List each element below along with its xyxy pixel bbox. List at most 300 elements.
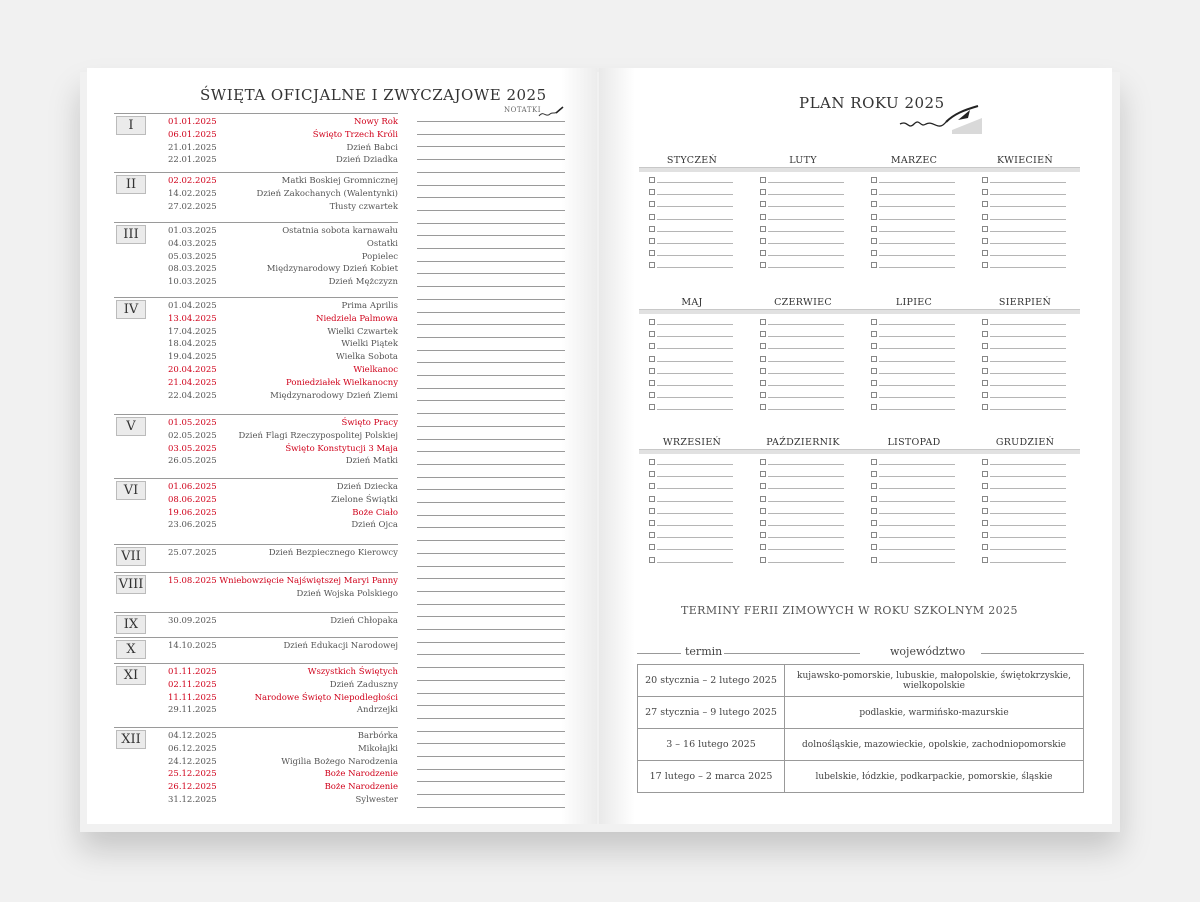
note-line[interactable] xyxy=(417,502,565,503)
task-line xyxy=(768,373,844,374)
holiday-row xyxy=(168,547,398,559)
holiday-name: Narodowe Święto Niepodległości xyxy=(254,692,398,703)
note-line[interactable] xyxy=(417,477,565,478)
task-checkbox[interactable] xyxy=(760,532,766,538)
note-line[interactable] xyxy=(417,464,565,465)
task-checkbox[interactable] xyxy=(871,331,877,337)
break-voivodeships: podlaskie, warmińsko-mazurskie xyxy=(785,697,1084,729)
task-checkbox[interactable] xyxy=(982,508,988,514)
task-line xyxy=(657,324,733,325)
task-line xyxy=(879,537,955,538)
task-checkbox[interactable] xyxy=(649,177,655,183)
note-line[interactable] xyxy=(417,705,565,706)
holiday-date: 21.01.2025 xyxy=(168,142,217,153)
holiday-name: Wigilia Bożego Narodzenia xyxy=(281,756,398,767)
note-line[interactable] xyxy=(417,235,565,236)
holiday-date: 22.04.2025 xyxy=(168,390,217,401)
task-checkbox[interactable] xyxy=(982,459,988,465)
note-line[interactable] xyxy=(417,388,565,389)
winter-break-title: TERMINY FERII ZIMOWYCH W ROKU SZKOLNYM 2025 xyxy=(681,604,1018,617)
holiday-date: 17.04.2025 xyxy=(168,326,217,337)
note-line[interactable] xyxy=(417,718,565,719)
task-line xyxy=(657,476,733,477)
task-line xyxy=(990,501,1066,502)
task-line xyxy=(768,324,844,325)
task-checkbox[interactable] xyxy=(649,356,655,362)
task-checkbox[interactable] xyxy=(649,459,655,465)
note-line[interactable] xyxy=(417,591,565,592)
note-line[interactable] xyxy=(417,604,565,605)
header-rule xyxy=(724,653,860,654)
note-line[interactable] xyxy=(417,134,565,135)
task-checkbox[interactable] xyxy=(760,177,766,183)
plan-month-header: KWIECIEŃ xyxy=(997,155,1053,166)
note-line[interactable] xyxy=(417,159,565,160)
month-roman-numeral: XI xyxy=(116,666,146,685)
task-line xyxy=(768,348,844,349)
task-line xyxy=(879,476,955,477)
plan-month-header: SIERPIEŃ xyxy=(998,297,1052,308)
task-checkbox[interactable] xyxy=(982,471,988,477)
holiday-name: Dzień Wojska Polskiego xyxy=(296,588,398,599)
note-line[interactable] xyxy=(417,273,565,274)
note-line[interactable] xyxy=(417,667,565,668)
task-line xyxy=(990,562,1066,563)
task-line xyxy=(768,397,844,398)
task-checkbox[interactable] xyxy=(871,471,877,477)
holiday-name: Andrzejki xyxy=(356,705,398,716)
holiday-row xyxy=(168,494,398,506)
note-line[interactable] xyxy=(417,566,565,567)
plan-month-header: MARZEC xyxy=(890,155,938,166)
note-line[interactable] xyxy=(417,121,565,122)
holiday-row xyxy=(168,142,398,154)
task-checkbox[interactable] xyxy=(760,238,766,244)
task-checkbox[interactable] xyxy=(649,201,655,207)
task-checkbox[interactable] xyxy=(871,250,877,256)
task-checkbox[interactable] xyxy=(871,177,877,183)
task-checkbox[interactable] xyxy=(649,331,655,337)
task-line xyxy=(657,525,733,526)
note-line[interactable] xyxy=(417,439,565,440)
holiday-date: 02.11.2025 xyxy=(168,679,217,690)
month-roman-numeral: IV xyxy=(116,300,146,319)
break-voivodeships: lubelskie, łódzkie, podkarpackie, pomorskie, śląskie xyxy=(785,761,1084,793)
task-line xyxy=(879,562,955,563)
task-checkbox[interactable] xyxy=(760,496,766,502)
note-line[interactable] xyxy=(417,553,565,554)
note-line[interactable] xyxy=(417,781,565,782)
task-line xyxy=(657,182,733,183)
holiday-row xyxy=(168,154,398,166)
task-checkbox[interactable] xyxy=(871,459,877,465)
task-checkbox[interactable] xyxy=(649,520,655,526)
task-checkbox[interactable] xyxy=(760,557,766,563)
task-checkbox[interactable] xyxy=(871,557,877,563)
task-checkbox[interactable] xyxy=(760,544,766,550)
break-dates: 17 lutego – 2 marca 2025 xyxy=(638,761,785,793)
task-checkbox[interactable] xyxy=(649,532,655,538)
task-line xyxy=(768,361,844,362)
note-line[interactable] xyxy=(417,197,565,198)
note-line[interactable] xyxy=(417,527,565,528)
task-checkbox[interactable] xyxy=(982,368,988,374)
task-line xyxy=(879,409,955,410)
note-line[interactable] xyxy=(417,286,565,287)
note-line[interactable] xyxy=(417,693,565,694)
task-line xyxy=(879,464,955,465)
task-checkbox[interactable] xyxy=(649,557,655,563)
note-line[interactable] xyxy=(417,146,565,147)
task-checkbox[interactable] xyxy=(871,238,877,244)
task-checkbox[interactable] xyxy=(982,177,988,183)
note-line[interactable] xyxy=(417,223,565,224)
task-checkbox[interactable] xyxy=(649,471,655,477)
holiday-row xyxy=(168,300,398,312)
task-line xyxy=(768,219,844,220)
note-line[interactable] xyxy=(417,515,565,516)
task-checkbox[interactable] xyxy=(760,214,766,220)
month-roman-numeral: XII xyxy=(116,730,146,749)
task-line xyxy=(990,267,1066,268)
note-line[interactable] xyxy=(417,400,565,401)
task-line xyxy=(990,206,1066,207)
note-line[interactable] xyxy=(417,654,565,655)
task-checkbox[interactable] xyxy=(649,404,655,410)
holiday-date: 01.05.2025 xyxy=(168,418,217,428)
holiday-row xyxy=(168,455,398,467)
plan-block-bar xyxy=(639,309,1080,314)
note-line[interactable] xyxy=(417,210,565,211)
pen-signature-icon xyxy=(898,104,988,138)
task-checkbox[interactable] xyxy=(649,392,655,398)
task-checkbox[interactable] xyxy=(871,319,877,325)
task-checkbox[interactable] xyxy=(760,319,766,325)
task-checkbox[interactable] xyxy=(649,343,655,349)
note-line[interactable] xyxy=(417,451,565,452)
task-line xyxy=(990,255,1066,256)
task-line xyxy=(990,513,1066,514)
task-checkbox[interactable] xyxy=(649,368,655,374)
task-checkbox[interactable] xyxy=(982,392,988,398)
holiday-name: Prima Aprilis xyxy=(341,301,398,311)
month-block xyxy=(114,612,398,632)
note-line[interactable] xyxy=(417,769,565,770)
holiday-row xyxy=(168,430,398,442)
holiday-name: Dzień Zakochanych (Walentynki) xyxy=(256,188,398,199)
task-checkbox[interactable] xyxy=(760,226,766,232)
note-line[interactable] xyxy=(417,413,565,414)
note-line[interactable] xyxy=(417,807,565,808)
task-checkbox[interactable] xyxy=(982,496,988,502)
task-line xyxy=(990,488,1066,489)
note-line[interactable] xyxy=(417,299,565,300)
task-checkbox[interactable] xyxy=(982,532,988,538)
task-checkbox[interactable] xyxy=(982,557,988,563)
task-line xyxy=(879,243,955,244)
holiday-row xyxy=(168,364,398,376)
task-line xyxy=(657,361,733,362)
holiday-date: 01.03.2025 xyxy=(168,226,217,236)
task-checkbox[interactable] xyxy=(982,544,988,550)
task-line xyxy=(657,501,733,502)
task-line xyxy=(657,464,733,465)
note-line[interactable] xyxy=(417,172,565,173)
task-line xyxy=(879,501,955,502)
holiday-date: 15.08.2025 xyxy=(168,576,217,586)
task-checkbox[interactable] xyxy=(760,483,766,489)
plan-block-bar xyxy=(639,449,1080,454)
task-checkbox[interactable] xyxy=(871,496,877,502)
task-checkbox[interactable] xyxy=(760,262,766,268)
note-line[interactable] xyxy=(417,426,565,427)
holiday-name: Boże Narodzenie xyxy=(324,782,398,793)
task-checkbox[interactable] xyxy=(760,331,766,337)
holiday-row xyxy=(168,417,398,429)
task-checkbox[interactable] xyxy=(760,189,766,195)
holiday-row xyxy=(168,519,398,531)
task-checkbox[interactable] xyxy=(760,250,766,256)
task-checkbox[interactable] xyxy=(649,226,655,232)
holiday-row xyxy=(168,730,398,742)
task-line xyxy=(657,409,733,410)
task-checkbox[interactable] xyxy=(871,508,877,514)
task-line xyxy=(768,513,844,514)
holiday-date: 05.03.2025 xyxy=(168,251,217,262)
task-line xyxy=(879,324,955,325)
holiday-row xyxy=(168,615,398,627)
holiday-date: 02.02.2025 xyxy=(168,176,217,186)
task-checkbox[interactable] xyxy=(982,262,988,268)
task-checkbox[interactable] xyxy=(871,532,877,538)
task-checkbox[interactable] xyxy=(871,392,877,398)
task-checkbox[interactable] xyxy=(871,520,877,526)
task-line xyxy=(879,525,955,526)
holiday-date: 08.06.2025 xyxy=(168,494,217,505)
holiday-name: Wielkanoc xyxy=(353,365,398,375)
task-checkbox[interactable] xyxy=(982,380,988,386)
task-checkbox[interactable] xyxy=(649,544,655,550)
holiday-row xyxy=(168,507,398,519)
plan-month-header: LIPIEC xyxy=(895,297,933,308)
note-line[interactable] xyxy=(417,756,565,757)
task-checkbox[interactable] xyxy=(871,380,877,386)
task-line xyxy=(657,397,733,398)
holiday-row xyxy=(168,116,398,128)
task-checkbox[interactable] xyxy=(871,226,877,232)
task-checkbox[interactable] xyxy=(982,201,988,207)
task-checkbox[interactable] xyxy=(649,238,655,244)
holiday-row xyxy=(168,692,398,704)
task-checkbox[interactable] xyxy=(982,250,988,256)
note-line[interactable] xyxy=(417,185,565,186)
task-line xyxy=(990,537,1066,538)
note-line[interactable] xyxy=(417,642,565,643)
task-checkbox[interactable] xyxy=(871,189,877,195)
holiday-name: Boże Narodzenie xyxy=(324,769,398,780)
note-line[interactable] xyxy=(417,337,565,338)
holiday-name: Dzień Mężczyzn xyxy=(328,277,398,288)
task-line xyxy=(879,361,955,362)
task-checkbox[interactable] xyxy=(649,496,655,502)
holiday-name: Święto Pracy xyxy=(341,418,398,428)
plan-month-header: WRZESIEŃ xyxy=(662,437,722,448)
plan-month-header: CZERWIEC xyxy=(774,297,832,308)
task-checkbox[interactable] xyxy=(871,214,877,220)
note-line[interactable] xyxy=(417,375,565,376)
note-line[interactable] xyxy=(417,616,565,617)
task-checkbox[interactable] xyxy=(760,520,766,526)
task-checkbox[interactable] xyxy=(871,483,877,489)
holiday-name: Popielec xyxy=(361,251,398,262)
holiday-row xyxy=(168,225,398,237)
holiday-name: Zielone Świątki xyxy=(331,494,398,505)
task-line xyxy=(657,243,733,244)
task-checkbox[interactable] xyxy=(649,189,655,195)
task-checkbox[interactable] xyxy=(649,508,655,514)
task-line xyxy=(768,194,844,195)
holiday-name: Niedziela Palmowa xyxy=(316,313,398,324)
note-line[interactable] xyxy=(417,324,565,325)
note-line[interactable] xyxy=(417,629,565,630)
task-checkbox[interactable] xyxy=(649,214,655,220)
task-checkbox[interactable] xyxy=(760,356,766,362)
task-checkbox[interactable] xyxy=(760,404,766,410)
holiday-date: 01.11.2025 xyxy=(168,667,217,677)
holiday-row xyxy=(168,575,398,587)
holiday-date: 14.02.2025 xyxy=(168,188,217,199)
holiday-name: Dzień Dziadka xyxy=(336,155,398,166)
task-checkbox[interactable] xyxy=(760,392,766,398)
plan-month-header: LUTY xyxy=(789,155,817,166)
task-checkbox[interactable] xyxy=(982,226,988,232)
note-line[interactable] xyxy=(417,489,565,490)
holiday-name: Tłusty czwartek xyxy=(329,201,398,212)
task-line xyxy=(768,464,844,465)
holiday-date: 02.05.2025 xyxy=(168,430,217,441)
task-checkbox[interactable] xyxy=(982,343,988,349)
holiday-row xyxy=(168,201,398,213)
note-line[interactable] xyxy=(417,731,565,732)
header-rule xyxy=(981,653,1084,654)
plan-month-header: GRUDZIEŃ xyxy=(995,437,1055,448)
plan-month-header: STYCZEŃ xyxy=(666,155,718,166)
month-roman-numeral: VIII xyxy=(116,575,146,594)
holiday-name: Barbórka xyxy=(357,731,398,741)
task-checkbox[interactable] xyxy=(649,319,655,325)
task-line xyxy=(990,194,1066,195)
task-checkbox[interactable] xyxy=(982,238,988,244)
holiday-row xyxy=(168,251,398,263)
note-line[interactable] xyxy=(417,794,565,795)
task-line xyxy=(990,243,1066,244)
holiday-name: Dzień Babci xyxy=(346,142,398,153)
holiday-row xyxy=(168,640,398,652)
task-line xyxy=(990,525,1066,526)
holiday-name: Dzień Dziecka xyxy=(336,482,398,492)
task-checkbox[interactable] xyxy=(760,368,766,374)
holiday-name: Międzynarodowy Dzień Ziemi xyxy=(270,390,398,401)
task-checkbox[interactable] xyxy=(760,343,766,349)
task-checkbox[interactable] xyxy=(982,214,988,220)
month-block xyxy=(114,663,398,716)
task-checkbox[interactable] xyxy=(982,189,988,195)
task-checkbox[interactable] xyxy=(760,201,766,207)
task-line xyxy=(657,537,733,538)
holiday-name: Dzień Flagi Rzeczypospolitej Polskiej xyxy=(238,430,398,441)
task-checkbox[interactable] xyxy=(649,262,655,268)
task-line xyxy=(657,206,733,207)
notes-label: NOTATKI xyxy=(504,106,541,114)
note-line[interactable] xyxy=(417,680,565,681)
note-line[interactable] xyxy=(417,362,565,363)
task-line xyxy=(657,488,733,489)
task-checkbox[interactable] xyxy=(760,459,766,465)
task-checkbox[interactable] xyxy=(871,201,877,207)
task-checkbox[interactable] xyxy=(871,356,877,362)
pen-doodle-icon xyxy=(538,106,564,120)
task-line xyxy=(657,513,733,514)
winter-break-row xyxy=(638,665,1084,697)
note-line[interactable] xyxy=(417,261,565,262)
task-checkbox[interactable] xyxy=(871,368,877,374)
month-block xyxy=(114,727,398,805)
task-checkbox[interactable] xyxy=(649,250,655,256)
task-checkbox[interactable] xyxy=(982,319,988,325)
task-checkbox[interactable] xyxy=(760,471,766,477)
holiday-date: 10.03.2025 xyxy=(168,277,217,288)
task-checkbox[interactable] xyxy=(982,404,988,410)
task-checkbox[interactable] xyxy=(871,404,877,410)
task-line xyxy=(657,373,733,374)
note-line[interactable] xyxy=(417,540,565,541)
holiday-row xyxy=(168,666,398,678)
task-checkbox[interactable] xyxy=(982,356,988,362)
task-line xyxy=(657,255,733,256)
task-line xyxy=(990,336,1066,337)
task-line xyxy=(657,219,733,220)
task-checkbox[interactable] xyxy=(760,508,766,514)
holiday-name: Święto Trzech Króli xyxy=(312,129,398,140)
holiday-name: Wielki Czwartek xyxy=(327,326,398,337)
task-line xyxy=(879,549,955,550)
holiday-date: 30.09.2025 xyxy=(168,616,217,626)
col-woj-header: województwo xyxy=(890,645,966,658)
holiday-date: 01.06.2025 xyxy=(168,482,217,492)
holiday-row xyxy=(168,338,398,350)
holiday-date: 31.12.2025 xyxy=(168,795,217,805)
task-checkbox[interactable] xyxy=(871,262,877,268)
month-roman-numeral: X xyxy=(116,640,146,659)
task-checkbox[interactable] xyxy=(649,380,655,386)
month-block xyxy=(114,478,398,531)
holiday-date: 13.04.2025 xyxy=(168,313,217,324)
holiday-row xyxy=(168,377,398,389)
task-checkbox[interactable] xyxy=(982,483,988,489)
note-line[interactable] xyxy=(417,248,565,249)
note-line[interactable] xyxy=(417,350,565,351)
task-checkbox[interactable] xyxy=(982,520,988,526)
task-line xyxy=(879,255,955,256)
task-checkbox[interactable] xyxy=(760,380,766,386)
note-line[interactable] xyxy=(417,578,565,579)
task-checkbox[interactable] xyxy=(871,343,877,349)
task-checkbox[interactable] xyxy=(982,331,988,337)
task-checkbox[interactable] xyxy=(871,544,877,550)
note-line[interactable] xyxy=(417,743,565,744)
note-line[interactable] xyxy=(417,312,565,313)
task-checkbox[interactable] xyxy=(649,483,655,489)
